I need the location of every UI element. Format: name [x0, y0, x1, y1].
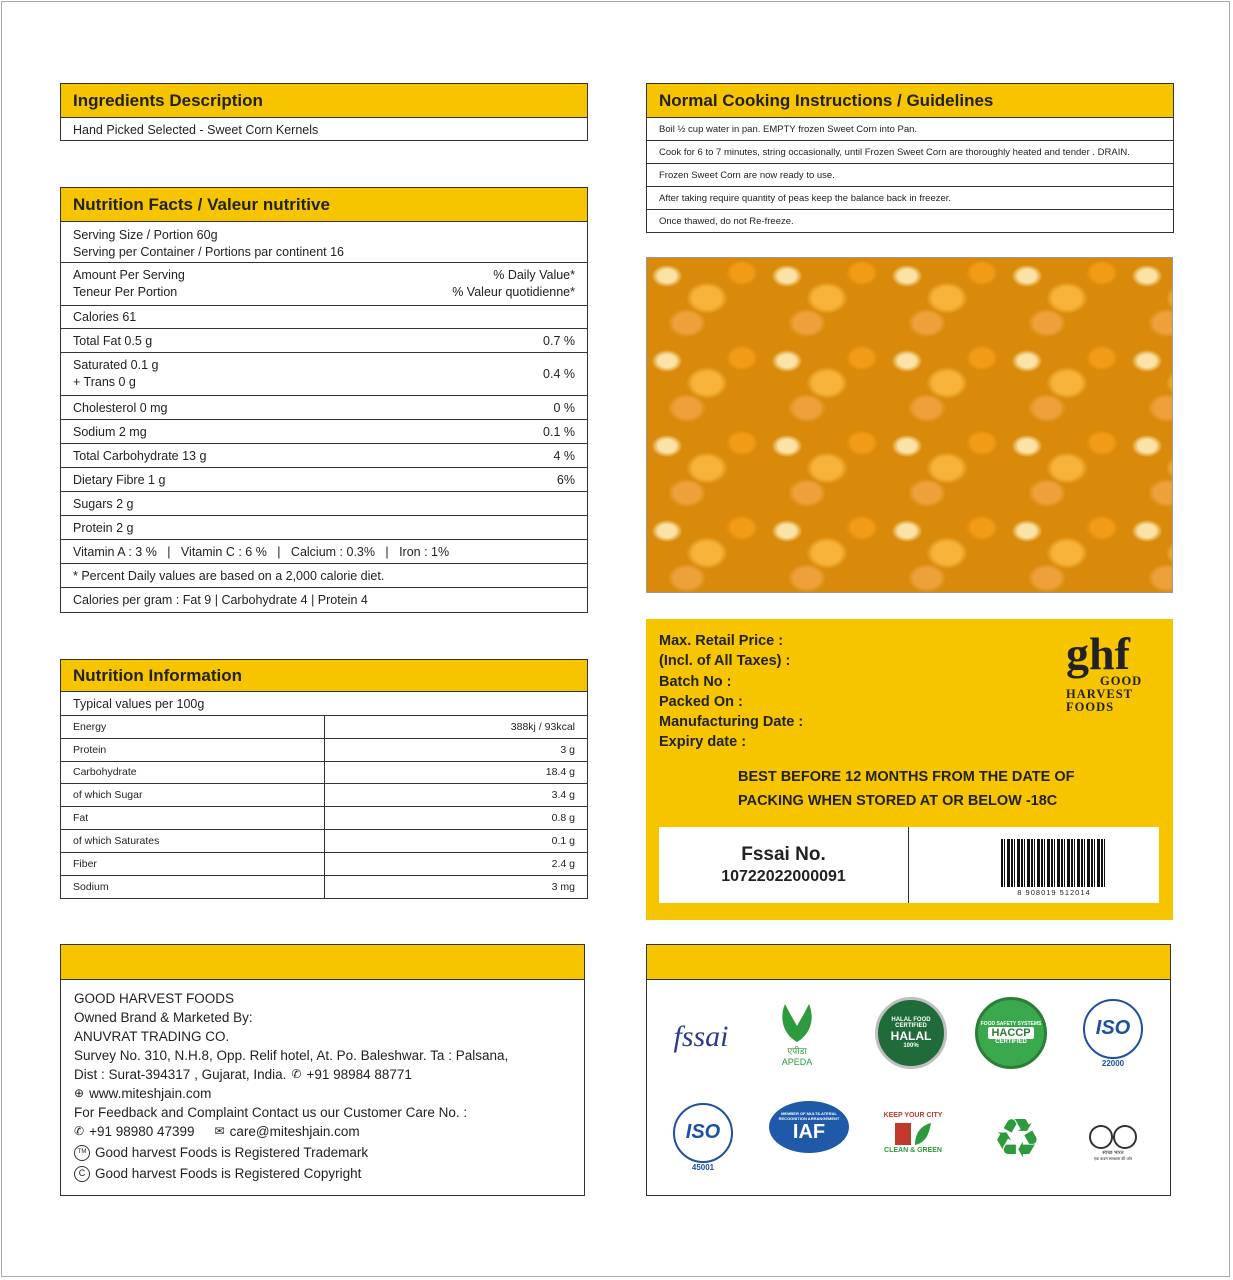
- nutrition-information-title: Nutrition Information: [61, 660, 587, 692]
- amount-per-serving: Amount Per Serving: [73, 268, 185, 282]
- clean-green-badge: [875, 1095, 951, 1171]
- nf-row-value: 0.7 %: [543, 333, 575, 348]
- serving-per-container: Serving per Container / Portions par continent 16: [73, 245, 344, 259]
- mrp-label: Max. Retail Price :: [659, 633, 784, 649]
- vitamins-row: Vitamin A : 3 % | Vitamin C : 6 % | Calcium : 0.3% | Iron : 1%: [73, 544, 450, 559]
- ni-label: of which Sugar: [61, 784, 325, 807]
- ni-value: 388kj / 93kcal: [325, 716, 587, 739]
- logo-line2: HARVEST: [1066, 687, 1133, 701]
- ni-label: of which Saturates: [61, 830, 325, 853]
- best-before-line2: PACKING WHEN STORED AT OR BELOW -18C: [738, 793, 1058, 809]
- address-line-1: Survey No. 310, N.H.8, Opp. Relif hotel, At. Po. Baleshwar. Ta : Palsana,: [74, 1048, 509, 1063]
- iso-text: ISO: [685, 1121, 721, 1143]
- cooking-panel: [646, 83, 1174, 233]
- trademark-icon: TM: [74, 1145, 90, 1161]
- fssai-box: [659, 827, 1159, 903]
- ni-value: 3.4 g: [325, 784, 587, 807]
- barcode: [1001, 839, 1107, 887]
- halal-top-text: HALAL FOOD CERTIFIED: [891, 1017, 931, 1029]
- cooking-step: Cook for 6 to 7 minutes, string occasionally, until Frozen Sweet Corn are thoroughly heated and tender . DRAIN.: [659, 146, 1130, 158]
- cooking-step: Once thawed, do not Re-freeze.: [659, 215, 794, 227]
- nf-row-label: Dietary Fibre 1 g: [73, 472, 166, 487]
- nf-row-value: 4 %: [553, 448, 575, 463]
- address-line-2: Dist : Surat-394317 , Gujarat, India.: [74, 1067, 287, 1082]
- typical-values: Typical values per 100g: [73, 696, 205, 711]
- nf-row-label: Total Fat 0.5 g: [73, 333, 153, 348]
- nf-row-value: 0.1 %: [543, 424, 575, 439]
- calories-per-gram: Calories per gram : Fat 9 | Carbohydrate 4 | Protein 4: [73, 593, 368, 607]
- swachh-tagline: एक कदम स्वच्छता की ओर: [1093, 1156, 1133, 1161]
- nutrition-facts-panel: [60, 187, 588, 613]
- halal-badge: [875, 997, 947, 1069]
- daily-value-header: % Daily Value*: [493, 268, 575, 282]
- apeda-leaf-icon: [777, 996, 817, 1044]
- calories: Calories 61: [73, 310, 137, 324]
- ni-value: 0.8 g: [325, 807, 587, 830]
- serving-size: Serving Size / Portion 60g: [73, 228, 218, 242]
- apeda-hindi: एपीडा: [787, 1045, 807, 1056]
- phone-icon: ✆: [291, 1067, 302, 1081]
- batch-label: Batch No :: [659, 673, 732, 690]
- ni-value: 3 g: [325, 739, 587, 762]
- haccp-top-text: FOOD SAFETY SYSTEMS: [980, 1021, 1042, 1027]
- nf-row-value: 6%: [556, 472, 575, 487]
- nf-row-value: 0 %: [553, 400, 575, 415]
- recycle-icon: ♻: [992, 1109, 1042, 1169]
- phone-2: +91 98980 47399: [89, 1124, 195, 1139]
- certifications-panel: [646, 944, 1171, 1196]
- fssai-number: 10722022000091: [721, 868, 846, 885]
- email-link[interactable]: care@miteshjain.com: [229, 1124, 360, 1139]
- nutrition-facts-title: Nutrition Facts / Valeur nutritive: [61, 188, 587, 222]
- haccp-badge: [975, 997, 1047, 1069]
- cooking-step: Frozen Sweet Corn are now ready to use.: [659, 169, 835, 181]
- globe-icon: ⊕: [74, 1086, 85, 1100]
- clean-bottom-text: CLEAN & GREEN: [884, 1147, 942, 1154]
- clean-top-text: KEEP YOUR CITY: [883, 1112, 943, 1119]
- packed-on-label: Packed On :: [659, 693, 743, 710]
- phone-1: +91 98984 88771: [306, 1067, 412, 1082]
- daily-value-footnote: * Percent Daily values are based on a 2,000 calorie diet.: [73, 568, 385, 583]
- ni-label: Carbohydrate: [61, 762, 325, 785]
- nutrition-information-table: [61, 716, 587, 898]
- copyright-icon: C: [74, 1166, 90, 1182]
- cooking-step: After taking require quantity of peas keep the balance back in freezer.: [659, 192, 952, 204]
- website-link[interactable]: www.miteshjain.com: [89, 1086, 212, 1101]
- phone-icon: ✆: [74, 1124, 85, 1138]
- ingredients-text: Hand Picked Selected - Sweet Corn Kernels: [73, 122, 319, 137]
- iso-22000-badge: [1075, 995, 1151, 1071]
- ghf-logo: [1066, 628, 1156, 714]
- logo-line3: FOODS: [1066, 700, 1115, 714]
- ingredients-panel: [60, 83, 588, 141]
- nf-row-label: Total Carbohydrate 13 g: [73, 448, 207, 463]
- corn-kernels-image: [646, 257, 1173, 593]
- iaf-text: IAF: [792, 1120, 826, 1143]
- nf-row-label: Cholesterol 0 mg: [73, 400, 168, 415]
- ni-label: Protein: [61, 739, 325, 762]
- cooking-step: Boil ½ cup water in pan. EMPTY frozen Sweet Corn into Pan.: [659, 123, 918, 135]
- fssai-title: Fssai No.: [741, 844, 826, 865]
- ni-label: Fat: [61, 807, 325, 830]
- barcode-number: 8 908019 512014: [1017, 888, 1091, 897]
- certifications-header-bar: [647, 945, 1170, 980]
- fssai-logo-text: fssai: [673, 1020, 729, 1053]
- nf-row-label: Saturated 0.1 g: [73, 358, 159, 372]
- nf-row-label: Protein 2 g: [73, 520, 134, 535]
- recycle-badge: [979, 1101, 1055, 1177]
- cooking-title: Normal Cooking Instructions / Guidelines: [647, 84, 1173, 118]
- price-panel: [646, 619, 1173, 920]
- halal-percent: 100%: [903, 1043, 919, 1049]
- valeur-quotidienne-header: % Valeur quotidienne*: [452, 285, 575, 299]
- iso-22000-number: 22000: [1101, 1058, 1125, 1068]
- ni-label: Fiber: [61, 853, 325, 876]
- iso-45001-number: 45001: [691, 1162, 715, 1172]
- apeda-text: APEDA: [781, 1056, 813, 1067]
- clean-city-icon: [893, 1119, 933, 1147]
- ingredients-title: Ingredients Description: [61, 84, 587, 118]
- logo-mark: ghf: [1066, 628, 1130, 679]
- ni-value: 0.1 g: [325, 830, 587, 853]
- ni-label: Sodium: [61, 876, 325, 899]
- best-before-line1: BEST BEFORE 12 MONTHS FROM THE DATE OF: [738, 769, 1075, 785]
- company-header-bar: [61, 945, 584, 980]
- trading-company: ANUVRAT TRADING CO.: [74, 1029, 230, 1044]
- company-name: GOOD HARVEST FOODS: [74, 991, 235, 1006]
- ni-value: 3 mg: [551, 880, 575, 893]
- haccp-bottom-text: CERTIFIED: [995, 1039, 1027, 1045]
- iaf-badge: [769, 1101, 849, 1153]
- teneur-per-portion: Teneur Per Portion: [73, 285, 178, 299]
- nutrition-information-panel: [60, 659, 588, 899]
- expiry-label: Expiry date :: [659, 734, 747, 751]
- taxes-label: (Incl. of All Taxes) :: [659, 653, 791, 670]
- gandhi-glasses-icon: [1085, 1124, 1141, 1150]
- nf-row-label2: + Trans 0 g: [73, 375, 136, 389]
- copyright-text: Good harvest Foods is Registered Copyright: [95, 1166, 362, 1181]
- mfg-date-label: Manufacturing Date :: [659, 714, 804, 731]
- iso-text: ISO: [1095, 1017, 1131, 1039]
- company-panel: [60, 944, 585, 1196]
- nf-row-label: Sugars 2 g: [73, 496, 134, 511]
- ni-value: 18.4 g: [325, 762, 587, 785]
- nf-row-value: 0.4 %: [543, 366, 575, 381]
- fssai-badge: [663, 999, 739, 1075]
- swachh-text: स्वच्छ भारत: [1102, 1150, 1124, 1156]
- feedback-text: For Feedback and Complaint Contact us our Customer Care No. :: [74, 1105, 468, 1120]
- logo-line1: GOOD: [1100, 674, 1143, 688]
- nf-row-label: Sodium 2 mg: [73, 424, 147, 439]
- ni-value: 2.4 g: [325, 853, 587, 876]
- iaf-ring-text: MEMBER OF MULTILATERAL RECOGNITION ARRANGEMENT: [778, 1110, 840, 1121]
- iso-45001-badge: [665, 1099, 741, 1175]
- trademark-text: Good harvest Foods is Registered Trademark: [95, 1145, 369, 1160]
- halal-text: HALAL: [890, 1029, 932, 1043]
- haccp-text: HACCP: [988, 1027, 1033, 1039]
- mail-icon: ✉: [214, 1124, 225, 1138]
- swachh-bharat-badge: [1075, 1105, 1151, 1181]
- apeda-badge: [759, 993, 835, 1069]
- ni-label: Energy: [61, 716, 325, 739]
- owned-brand: Owned Brand & Marketed By:: [74, 1010, 253, 1025]
